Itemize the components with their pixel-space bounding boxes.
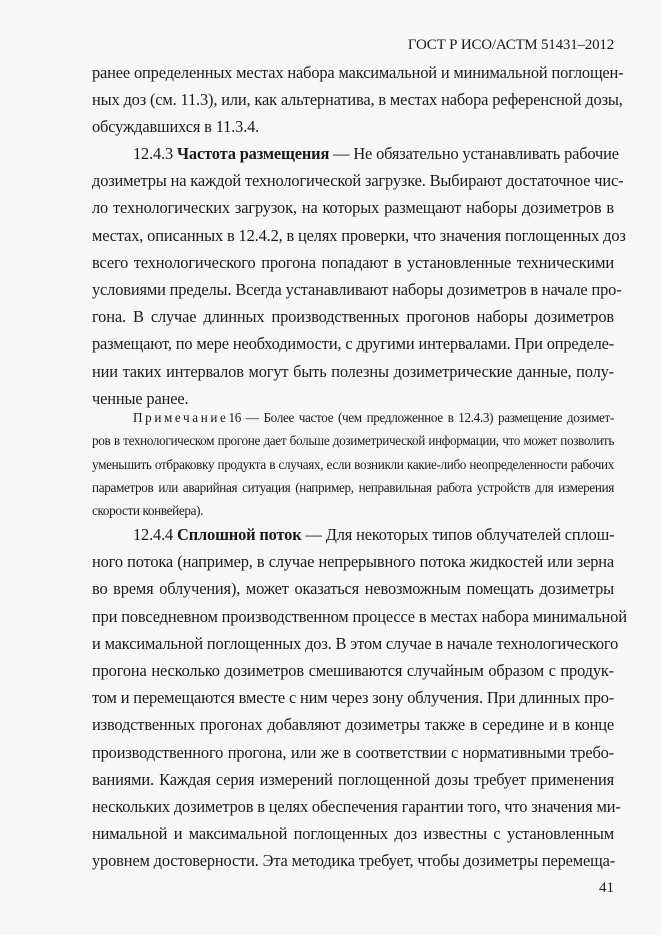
text-line: при повседневном производственном процессе в местах набора минимальной <box>92 606 627 626</box>
text-line: обсуждавшихся в 11.3.4. <box>92 117 260 137</box>
text-line: ных доз (см. 11.3), или, как альтернатива, в местах набора референсной дозы, <box>92 90 623 110</box>
text-line: дозиметры на каждой технологической загрузке. Выбирают достаточное чис- <box>92 171 624 191</box>
paragraph-continuation <box>92 59 624 141</box>
text-line: нимальной и максимальной поглощенных доз известны с установленным <box>92 824 614 844</box>
text-line: ло технологических загрузок, на которых размещают наборы дозиметров в <box>92 198 614 218</box>
note-label: Примечание <box>133 410 229 425</box>
text-line: изводственных прогонах добавляют дозиметры также в середине и в конце <box>92 715 614 735</box>
section-12-4-4 <box>92 521 627 874</box>
text-line: уменьшить отбраковку продукта в случаях, если возникли какие-либо неопределенности рабочих <box>92 456 614 472</box>
section-heading-line <box>92 140 619 167</box>
text-line: всего технологического прогона попадают в установленные техническими <box>92 252 614 272</box>
text-line: прогона несколько дозиметров смешиваются случайным образом с продук- <box>92 660 614 680</box>
section-number: 12.4.4 <box>133 525 174 544</box>
note-heading-line <box>92 406 614 429</box>
page-number: 41 <box>599 880 614 896</box>
text-line: размещают, по мере необходимости, с другими интервалами. При определе- <box>92 334 615 354</box>
em-dash: — <box>333 144 350 163</box>
text-line: уровнем достоверности. Эта методика требует, чтобы дозиметры перемеща- <box>92 851 616 871</box>
text-line: условиями пределы. Всегда устанавливают наборы дозиметров в начале про- <box>92 279 622 299</box>
section-heading-line <box>92 521 614 548</box>
em-dash: — <box>305 525 322 544</box>
note-number: 16 <box>228 410 241 425</box>
em-dash: — <box>245 410 259 425</box>
text-line: нескольких дозиметров в целях обеспечения гарантии того, что значения ми- <box>92 796 621 816</box>
text-line: том и перемещаются вместе с ним через зону облучения. При длинных про- <box>92 688 615 708</box>
text-line: во время облучения), может оказаться невозможным помещать дозиметры <box>92 579 614 599</box>
text-line: и максимальной поглощенных доз. В этом случае в начале технологического <box>92 633 619 653</box>
section-number: 12.4.3 <box>133 144 174 163</box>
text-line: Более частое (чем предложенное в 12.4.3) размещение дозимет- <box>263 410 615 425</box>
text-line: нии таких интервалов могут быть полезны дозиметрические данные, полу- <box>92 361 614 381</box>
text-line: гона. В случае длинных производственных прогонов наборы дозиметров <box>92 307 614 327</box>
text-line: скорости конвейера). <box>92 503 204 519</box>
text-line: ваниями. Каждая серия измерений поглощенной дозы требует применения <box>92 769 614 789</box>
text-line: ного потока (например, в случае непрерывного потока жидкостей или зерна <box>92 552 614 572</box>
section-title: Сплошной поток <box>177 525 302 544</box>
document-code-header: ГОСТ Р ИСО/АСТМ 51431–2012 <box>407 37 614 53</box>
text-line: Не обязательно устанавливать рабочие <box>353 144 619 163</box>
text-line: ранее определенных местах набора максимальной и минимальной поглощен- <box>92 63 624 82</box>
text-line: ченные ранее. <box>92 388 189 408</box>
section-12-4-3 <box>92 140 626 412</box>
text-line: параметров или аварийная ситуация (например, неправильная работа устройств для измерения <box>92 479 614 495</box>
text-line: ров в технологическом прогоне дает больше дозиметрической информации, что может позволить <box>92 433 614 449</box>
text-line: производственного прогона, или же в соответствии с нормативными требо- <box>92 742 614 762</box>
text-line: Для некоторых типов облучателей сплош- <box>325 525 615 544</box>
section-title: Частота размещения <box>177 144 330 163</box>
text-line: местах, описанных в 12.4.2, в целях проверки, что значения поглощенных доз <box>92 225 626 245</box>
note-16 <box>92 406 614 522</box>
